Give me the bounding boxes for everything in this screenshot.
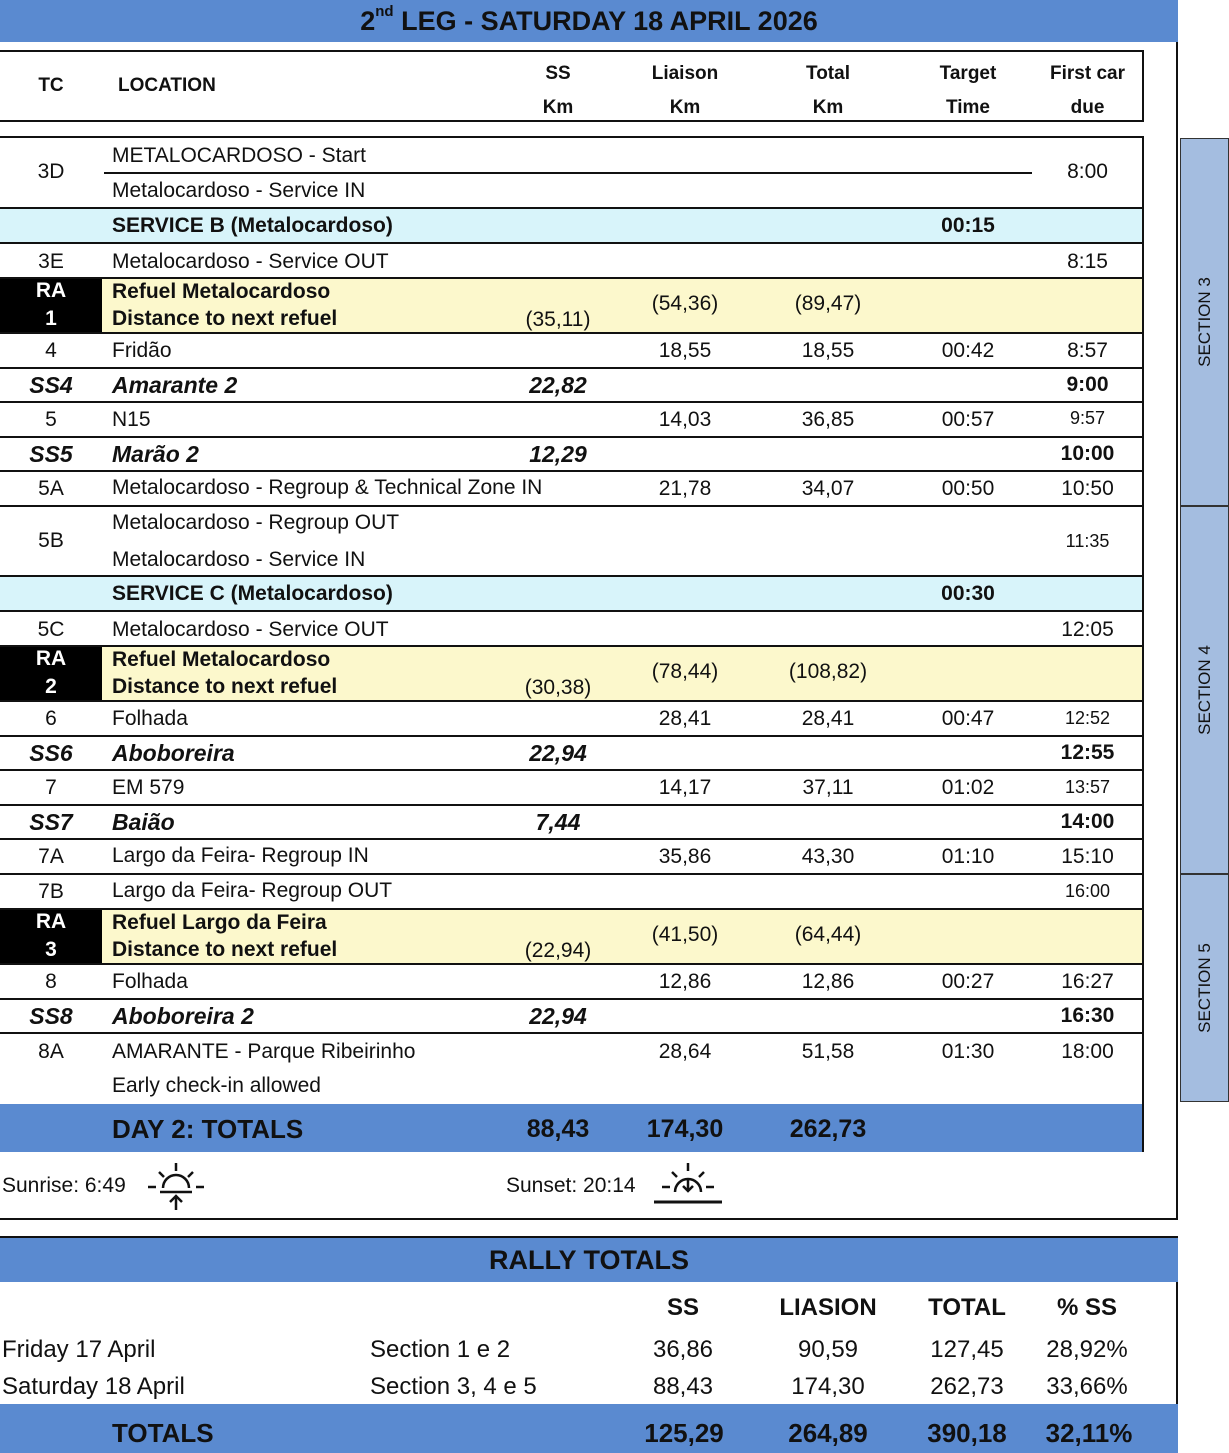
due-cell: 14:00 (1060, 810, 1115, 833)
due-cell: 16:00 (1064, 881, 1111, 901)
due-cell: 12:05 (1061, 618, 1114, 641)
total-cell: 51,58 (801, 1040, 855, 1063)
liaison-cell: 28,64 (658, 1040, 712, 1063)
day-totals-label: DAY 2: TOTALS (112, 1114, 304, 1144)
refuel-location: Refuel Metalocardoso (112, 280, 331, 303)
day-totals-total: 262,73 (789, 1115, 867, 1143)
tc-cell: 5B (38, 529, 64, 552)
total-cell: 34,07 (801, 477, 855, 500)
target-cell: 00:15 (941, 214, 995, 237)
stage-row (0, 369, 1142, 403)
header-ss: SS (545, 63, 571, 84)
target-cell: 01:30 (941, 1040, 995, 1063)
liaison-cell: (41,50) (651, 923, 719, 946)
section-4-label: SECTION 4 (1194, 645, 1214, 735)
sunset-icon (652, 1160, 724, 1208)
table-row (0, 840, 1142, 875)
location-cell: Metalocardoso - Service OUT (112, 618, 389, 641)
refuel-distance-label: Distance to next refuel (112, 307, 338, 330)
day-totals-ss: 88,43 (526, 1115, 590, 1143)
table-row (0, 771, 1142, 806)
target-cell: 00:42 (941, 339, 995, 362)
location-cell: Metalocardoso - Service IN (112, 548, 366, 571)
table-row (0, 472, 1142, 507)
due-cell: 12:52 (1064, 708, 1111, 728)
stage-row (0, 438, 1142, 472)
rally-col-ss: SS (666, 1294, 699, 1321)
leg-title-ordinal: 2 (360, 5, 376, 36)
location-cell: EM 579 (112, 776, 185, 799)
liaison-cell: 14,17 (658, 776, 712, 799)
location-cell: Metalocardoso - Regroup & Technical Zone IN (112, 476, 543, 499)
tc-cell: 6 (45, 707, 57, 730)
rally-fri-sections: Section 1 e 2 (370, 1336, 511, 1363)
location-cell: AMARANTE - Parque Ribeirinho (112, 1040, 416, 1063)
stage-row (0, 1000, 1142, 1034)
tc-cell: 5C (37, 618, 65, 641)
stage-row (0, 737, 1142, 771)
due-cell: 16:27 (1061, 970, 1114, 993)
target-cell: 00:27 (941, 970, 995, 993)
liaison-cell: (54,36) (651, 292, 719, 315)
due-cell: 18:00 (1061, 1040, 1114, 1063)
refuel-row (0, 910, 1142, 965)
table-row (0, 507, 1142, 577)
refuel-row (0, 279, 1142, 334)
table-row (0, 244, 1142, 279)
liaison-cell: 12,86 (658, 970, 712, 993)
rally-col-pct: % SS (1056, 1294, 1118, 1321)
location-cell: N15 (112, 408, 151, 431)
total-cell: (89,47) (794, 292, 862, 315)
total-cell: (108,82) (788, 660, 868, 683)
header-liaison-unit: Km (669, 97, 701, 118)
liaison-cell: 35,86 (658, 845, 712, 868)
table-row (0, 612, 1142, 647)
due-cell: 15:10 (1061, 845, 1114, 868)
total-cell: 18,55 (801, 339, 855, 362)
refuel-location: Refuel Largo da Feira (112, 911, 327, 934)
ra-number: 1 (45, 307, 57, 330)
table-row (0, 965, 1142, 1000)
total-cell: 12,86 (801, 970, 855, 993)
table-row (0, 334, 1142, 369)
rally-totals-title: RALLY TOTALS (0, 1238, 1178, 1282)
leg-title-suffix: nd (375, 2, 394, 20)
stage-id: SS4 (29, 372, 73, 398)
tc-cell: 4 (45, 339, 57, 362)
rally-totals-total: 390,18 (927, 1418, 1007, 1448)
stage-name: Baião (112, 809, 175, 835)
rally-fri-total: 127,45 (930, 1336, 1004, 1363)
due-cell: 9:57 (1069, 408, 1106, 428)
service-label: SERVICE C (Metalocardoso) (112, 582, 393, 605)
stage-row (0, 806, 1142, 840)
refuel-distance-label: Distance to next refuel (112, 675, 338, 698)
liaison-cell: (78,44) (651, 660, 719, 683)
day-totals-row (0, 1104, 1142, 1152)
refuel-row (0, 647, 1142, 702)
rally-totals-ss: 125,29 (644, 1418, 724, 1448)
total-cell: 36,85 (801, 408, 855, 431)
rally-sat-total: 262,73 (930, 1373, 1004, 1400)
row-divider (104, 172, 1032, 174)
sunrise-icon (146, 1160, 206, 1212)
tc-cell: 3E (38, 250, 64, 273)
table-row (0, 702, 1142, 737)
stage-name: Amarante 2 (112, 372, 238, 398)
liaison-cell: 21,78 (658, 477, 712, 500)
header-location: LOCATION (118, 75, 216, 96)
header-ss-unit: Km (542, 97, 574, 118)
stage-km: 7,44 (535, 809, 581, 835)
tc-cell: 7A (38, 845, 64, 868)
liaison-cell: 28,41 (658, 707, 712, 730)
service-label: SERVICE B (Metalocardoso) (112, 214, 393, 237)
location-cell: Folhada (112, 970, 188, 993)
tc-cell: 8 (45, 970, 57, 993)
stage-name: Marão 2 (112, 441, 199, 467)
section-5-tab (1180, 874, 1229, 1102)
service-row (0, 209, 1142, 244)
total-cell: (64,44) (794, 923, 862, 946)
due-cell: 12:55 (1060, 741, 1115, 764)
due-cell: 10:00 (1060, 442, 1115, 465)
rally-totals-pct: 32,11% (1045, 1418, 1133, 1448)
header-first-car-due: due (1070, 97, 1105, 118)
location-cell: METALOCARDOSO - Start (112, 144, 366, 167)
leg-title (0, 0, 1178, 42)
location-cell: Folhada (112, 707, 188, 730)
liaison-cell: 14,03 (658, 408, 712, 431)
target-cell: 01:10 (941, 845, 995, 868)
tc-cell: 8A (38, 1040, 64, 1063)
ra-label: RA (35, 910, 67, 933)
ra-label: RA (35, 279, 67, 302)
stage-name: Aboboreira 2 (112, 1003, 254, 1029)
service-row (0, 577, 1142, 612)
target-cell: 00:57 (941, 408, 995, 431)
due-cell: 8:15 (1067, 250, 1108, 273)
tc-cell: 3D (37, 160, 65, 183)
liaison-cell: 18,55 (658, 339, 712, 362)
section-4-tab (1180, 506, 1229, 874)
sunset-text: Sunset: 20:14 (506, 1174, 636, 1197)
rally-totals-liaison: 264,89 (788, 1418, 868, 1448)
tc-cell: 7 (45, 776, 57, 799)
rally-sat-sections: Section 3, 4 e 5 (370, 1373, 537, 1400)
ss-cell: (35,11) (525, 308, 591, 331)
table-row (0, 403, 1142, 438)
table-row (0, 138, 1142, 209)
day-totals-liaison: 174,30 (646, 1115, 724, 1143)
header-liaison: Liaison (651, 63, 719, 84)
target-cell: 00:50 (941, 477, 995, 500)
stage-km: 22,94 (529, 1003, 587, 1029)
ra-badge (0, 279, 102, 332)
rally-sat-pct: 33,66% (1046, 1373, 1128, 1400)
table-row (0, 875, 1142, 910)
location-cell: Largo da Feira- Regroup OUT (112, 879, 393, 902)
rally-sat-liaison: 174,30 (791, 1373, 865, 1400)
rally-fri-liaison: 90,59 (797, 1336, 859, 1363)
itinerary-table (0, 136, 1144, 1152)
target-cell: 00:47 (941, 707, 995, 730)
table-row (0, 1034, 1142, 1104)
header-tc: TC (38, 75, 64, 96)
location-cell: Metalocardoso - Service IN (112, 179, 366, 202)
total-cell: 37,11 (802, 776, 854, 799)
rally-col-total: TOTAL (928, 1294, 1006, 1321)
stage-km: 22,82 (529, 372, 587, 398)
rally-sat-day: Saturday 18 April (2, 1373, 185, 1400)
total-cell: 28,41 (801, 707, 855, 730)
location-cell: Metalocardoso - Regroup OUT (112, 511, 400, 534)
ss-cell: (22,94) (524, 939, 592, 962)
due-cell: 9:00 (1066, 373, 1109, 396)
total-cell: 43,30 (801, 845, 855, 868)
ra-badge (0, 910, 102, 963)
section-3-label: SECTION 3 (1194, 277, 1214, 367)
rally-totals-row (0, 1404, 1178, 1453)
sunrise-text: Sunrise: 6:49 (2, 1174, 126, 1197)
tc-cell: 5A (38, 477, 64, 500)
due-cell: 11:35 (1065, 531, 1110, 551)
due-cell: 8:57 (1067, 339, 1108, 362)
location-cell: Largo da Feira- Regroup IN (112, 844, 369, 867)
due-cell: 10:50 (1061, 477, 1114, 500)
ss-cell: (30,38) (524, 676, 592, 699)
stage-name: Aboboreira (112, 740, 235, 766)
due-cell: 16:30 (1060, 1004, 1115, 1027)
header-total-unit: Km (812, 97, 844, 118)
header-total: Total (806, 63, 850, 84)
rally-totals-label: TOTALS (112, 1418, 214, 1448)
rally-fri-day: Friday 17 April (2, 1336, 156, 1363)
rally-sat-ss: 88,43 (652, 1373, 714, 1400)
due-cell: 8:00 (1067, 160, 1108, 183)
stage-id: SS8 (29, 1003, 73, 1029)
rally-fri-ss: 36,86 (652, 1336, 714, 1363)
location-cell: Fridão (112, 339, 172, 362)
table-header (0, 50, 1144, 122)
tc-cell: 5 (45, 408, 57, 431)
ra-badge (0, 647, 102, 700)
header-target: Target (939, 63, 997, 84)
header-first-car: First car (1050, 63, 1125, 84)
stage-km: 12,29 (529, 441, 587, 467)
section-3-tab (1180, 138, 1229, 506)
section-5-label: SECTION 5 (1194, 943, 1214, 1033)
tc-cell: 7B (38, 880, 64, 903)
location-note: Early check-in allowed (112, 1074, 321, 1097)
refuel-location: Refuel Metalocardoso (112, 648, 331, 671)
stage-id: SS6 (29, 740, 73, 766)
due-cell: 13:57 (1064, 777, 1111, 797)
ra-number: 2 (45, 675, 57, 698)
rally-fri-pct: 28,92% (1046, 1336, 1128, 1363)
refuel-distance-label: Distance to next refuel (112, 938, 338, 961)
ra-label: RA (35, 647, 67, 670)
location-cell: Metalocardoso - Service OUT (112, 250, 389, 273)
ra-number: 3 (45, 938, 57, 961)
rally-col-liaison: LIASION (779, 1294, 877, 1321)
stage-km: 22,94 (529, 740, 587, 766)
leg-title-text: LEG - SATURDAY 18 APRIL 2026 (393, 5, 818, 36)
target-cell: 00:30 (941, 582, 995, 605)
header-target-unit: Time (945, 97, 990, 118)
stage-id: SS5 (29, 441, 73, 467)
target-cell: 01:02 (941, 776, 995, 799)
stage-id: SS7 (29, 809, 73, 835)
